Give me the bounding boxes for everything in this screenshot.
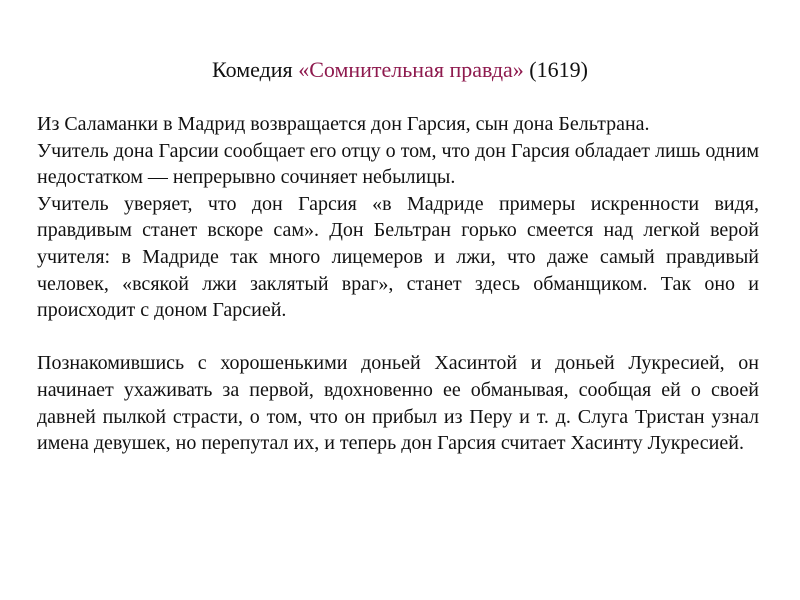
- paragraph-teacher-report: Учитель дона Гарсии сообщает его отцу о том, что дон Гарсия обладает лишь одним недостатком — непрерывно сочиняет небылицы.: [37, 139, 759, 189]
- title-play-name: «Сомнительная правда»: [298, 57, 524, 82]
- slide-body: [37, 111, 759, 457]
- paragraph-courtship: Познакомившись с хорошенькими доньей Хасинтой и доньей Лукресией, он начинает ухаживать за первой, вдохновенно ее обманывая, сообщая ей о своей давней пылкой страсти, о том, что он прибыл из Перу и т. д. Слуга Тристан узнал имена девушек, но перепутал их, и теперь дон Гарсия считает Хасинту Лукресией.: [37, 352, 759, 455]
- title-year: (1619): [523, 57, 588, 82]
- title-prefix: Комедия: [212, 57, 299, 82]
- slide-title: [0, 56, 800, 84]
- paragraph-spacer: [37, 324, 759, 351]
- paragraph-return: Из Саламанки в Мадрид возвращается дон Гарсия, сын дона Бельтрана.: [37, 113, 650, 135]
- paragraph-teacher-assurance: Учитель уверяет, что дон Гарсия «в Мадриде примеры искренности видя, правдивым станет вскоре сам». Дон Бельтран горько смеется над легкой верой учителя: в Мадриде так много лицемеров и лжи, что даже самый правдивый человек, «всякой лжи заклятый враг», станет здесь обманщиком. Так оно и происходит с доном Гарсией.: [37, 192, 759, 322]
